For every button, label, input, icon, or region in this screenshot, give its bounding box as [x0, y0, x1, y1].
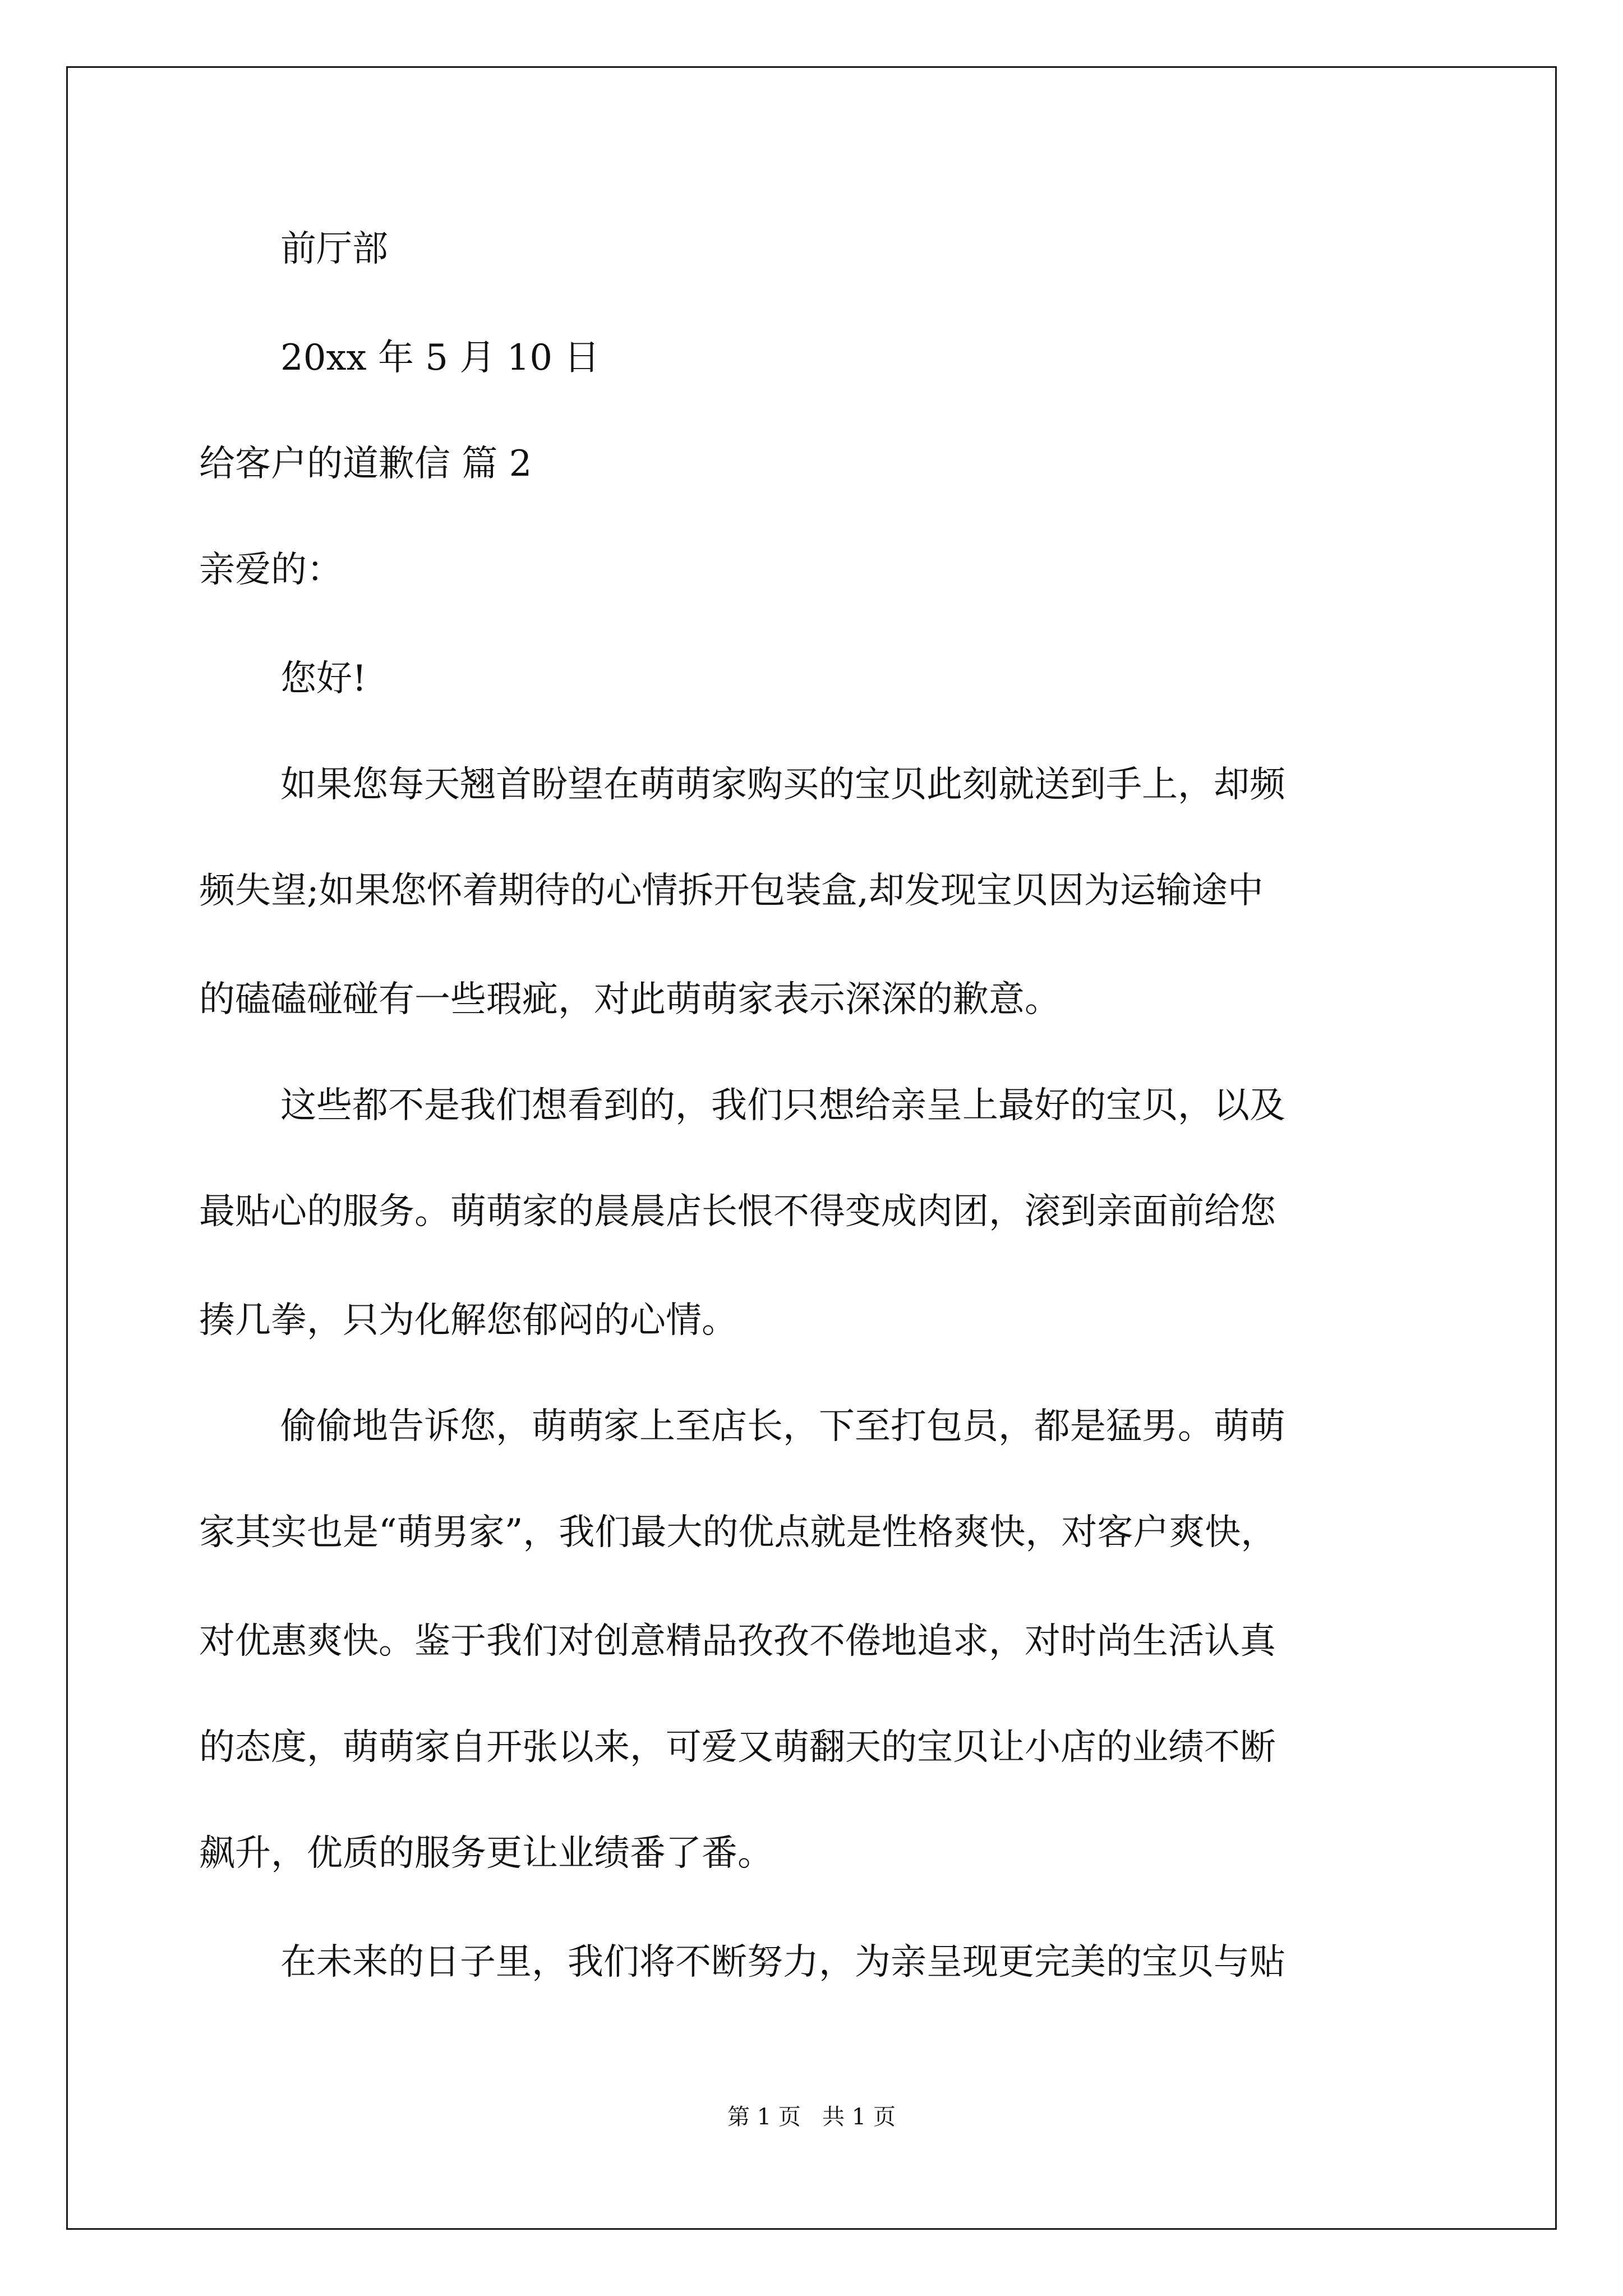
paragraph-1-line-2: 频失望;如果您怀着期待的心情拆开包装盒,却发现宝贝因为运输途中	[199, 870, 1264, 912]
paragraph-3-line-1: 偷偷地告诉您，萌萌家上至店长，下至打包员，都是猛男。萌萌	[280, 1406, 1285, 1447]
salutation: 亲爱的：	[199, 549, 343, 591]
letter-heading: 给客户的道歉信 篇 2	[199, 443, 532, 485]
paragraph-2-line-3: 揍几拳，只为化解您郁闷的心情。	[199, 1300, 737, 1341]
paragraph-2-line-2: 最贴心的服务。萌萌家的晨晨店长恨不得变成肉团，滚到亲面前给您	[199, 1191, 1276, 1232]
paragraph-4-line-1: 在未来的日子里，我们将不断努力，为亲呈现更完美的宝贝与贴	[280, 1941, 1285, 1983]
paragraph-1-line-3: 的磕磕碰碰有一些瑕疵，对此萌萌家表示深深的歉意。	[199, 979, 1061, 1020]
paragraph-1-line-1: 如果您每天翘首盼望在萌萌家购买的宝贝此刻就送到手上，却频	[280, 764, 1285, 806]
paragraph-3-line-4: 的态度，萌萌家自开张以来，可爱又萌翻天的宝贝让小店的业绩不断	[199, 1727, 1276, 1768]
paragraph-3-line-2: 家其实也是“萌男家”，我们最大的优点就是性格爽快，对客户爽快，	[199, 1512, 1277, 1553]
paragraph-2-line-1: 这些都不是我们想看到的，我们只想给亲呈上最好的宝贝，以及	[280, 1085, 1285, 1126]
letter-date: 20xx 年 5 月 10 日	[280, 337, 600, 379]
department-signature: 前厅部	[280, 228, 388, 270]
page-frame	[66, 66, 1557, 2230]
page-footer: 第 1 页 共 1 页	[727, 2104, 896, 2130]
paragraph-3-line-5: 飙升，优质的服务更让业绩番了番。	[199, 1833, 773, 1874]
greeting: 您好!	[280, 658, 367, 700]
paragraph-3-line-3: 对优惠爽快。鉴于我们对创意精品孜孜不倦地追求，对时尚生活认真	[199, 1621, 1276, 1662]
